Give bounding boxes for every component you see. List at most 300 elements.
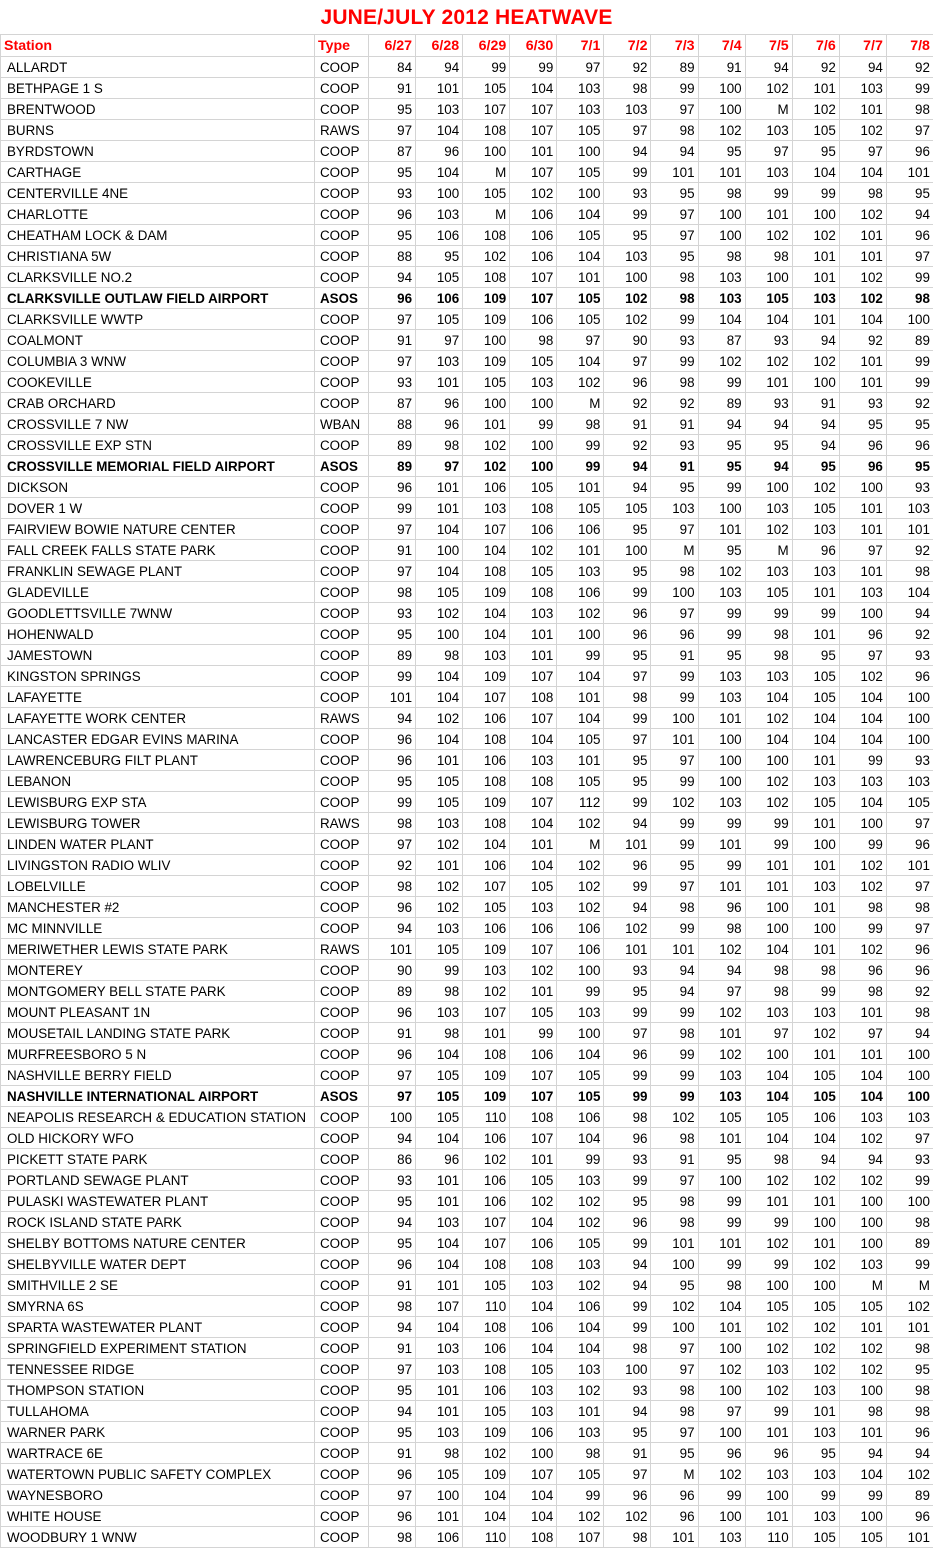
- temperature-cell: 100: [698, 99, 745, 120]
- temperature-cell: 105: [557, 729, 604, 750]
- temperature-cell: 89: [369, 981, 416, 1002]
- temperature-cell: 94: [792, 330, 839, 351]
- temperature-cell: 101: [463, 414, 510, 435]
- temperature-cell: 97: [651, 204, 698, 225]
- temperature-cell: 103: [745, 162, 792, 183]
- table-row: [1, 771, 933, 792]
- table-row: [1, 624, 933, 645]
- temperature-cell: 96: [369, 750, 416, 771]
- temperature-cell: 97: [604, 1023, 651, 1044]
- temperature-cell: 95: [651, 1443, 698, 1464]
- temperature-cell: 99: [651, 351, 698, 372]
- temperature-cell: 94: [604, 1275, 651, 1296]
- temperature-cell: 95: [369, 1422, 416, 1443]
- temperature-cell: 102: [604, 288, 651, 309]
- temperature-cell: 103: [416, 918, 463, 939]
- temperature-cell: 108: [463, 1317, 510, 1338]
- temperature-cell: 99: [745, 813, 792, 834]
- temperature-cell: 106: [557, 918, 604, 939]
- temperature-cell: 98: [886, 1338, 933, 1359]
- temperature-cell: 96: [604, 1212, 651, 1233]
- temperature-cell: 98: [416, 1023, 463, 1044]
- temperature-cell: 105: [745, 1107, 792, 1128]
- table-row: [1, 792, 933, 813]
- station-type-cell: COOP: [315, 435, 369, 456]
- temperature-cell: 108: [463, 267, 510, 288]
- temperature-cell: 97: [416, 456, 463, 477]
- temperature-cell: 98: [369, 813, 416, 834]
- station-type-cell: COOP: [315, 99, 369, 120]
- temperature-cell: 100: [745, 477, 792, 498]
- temperature-cell: 94: [369, 1212, 416, 1233]
- temperature-cell: 101: [698, 1317, 745, 1338]
- station-type-cell: COOP: [315, 1401, 369, 1422]
- temperature-cell: 99: [839, 918, 886, 939]
- temperature-cell: 102: [839, 855, 886, 876]
- temperature-cell: 99: [604, 162, 651, 183]
- temperature-cell: 99: [604, 1170, 651, 1191]
- station-name-cell: PORTLAND SEWAGE PLANT: [1, 1170, 315, 1191]
- table-row: [1, 1464, 933, 1485]
- station-name-cell: DOVER 1 W: [1, 498, 315, 519]
- station-type-cell: COOP: [315, 225, 369, 246]
- temperature-cell: 104: [416, 120, 463, 141]
- temperature-cell: 104: [510, 1338, 557, 1359]
- station-type-cell: RAWS: [315, 708, 369, 729]
- header-row: [1, 35, 933, 57]
- temperature-cell: 103: [839, 1254, 886, 1275]
- station-name-cell: ALLARDT: [1, 57, 315, 78]
- temperature-cell: 107: [510, 792, 557, 813]
- temperature-cell: 99: [651, 687, 698, 708]
- station-type-cell: COOP: [315, 1254, 369, 1275]
- temperature-cell: 94: [604, 813, 651, 834]
- table-row: [1, 1002, 933, 1023]
- temperature-cell: 96: [886, 666, 933, 687]
- temperature-cell: 96: [839, 456, 886, 477]
- temperature-cell: 98: [886, 1380, 933, 1401]
- temperature-cell: 105: [557, 1065, 604, 1086]
- temperature-cell: 100: [557, 183, 604, 204]
- temperature-cell: 101: [745, 372, 792, 393]
- station-name-cell: LANCASTER EDGAR EVINS MARINA: [1, 729, 315, 750]
- table-row: [1, 1443, 933, 1464]
- temperature-cell: 109: [463, 1086, 510, 1107]
- table-row: [1, 1527, 933, 1548]
- station-type-cell: COOP: [315, 519, 369, 540]
- temperature-cell: 105: [557, 1086, 604, 1107]
- temperature-cell: 98: [651, 288, 698, 309]
- temperature-cell: 102: [698, 1002, 745, 1023]
- table-row: [1, 1317, 933, 1338]
- temperature-cell: 105: [510, 1002, 557, 1023]
- temperature-cell: 107: [510, 99, 557, 120]
- table-row: [1, 267, 933, 288]
- temperature-cell: 101: [698, 162, 745, 183]
- temperature-cell: 101: [792, 750, 839, 771]
- temperature-cell: 107: [463, 1002, 510, 1023]
- temperature-cell: 100: [839, 813, 886, 834]
- temperature-cell: 98: [698, 246, 745, 267]
- temperature-cell: 108: [463, 1359, 510, 1380]
- temperature-cell: 106: [463, 477, 510, 498]
- temperature-cell: 105: [557, 120, 604, 141]
- temperature-cell: 104: [416, 561, 463, 582]
- temperature-cell: 97: [604, 351, 651, 372]
- temperature-cell: 95: [369, 1233, 416, 1254]
- temperature-cell: 108: [510, 498, 557, 519]
- temperature-cell: 101: [416, 750, 463, 771]
- temperature-cell: 108: [463, 771, 510, 792]
- table-row: [1, 1401, 933, 1422]
- temperature-cell: 99: [604, 1086, 651, 1107]
- temperature-cell: 92: [604, 435, 651, 456]
- temperature-cell: 105: [604, 498, 651, 519]
- temperature-cell: 100: [745, 267, 792, 288]
- temperature-cell: 97: [651, 876, 698, 897]
- temperature-cell: 102: [557, 603, 604, 624]
- temperature-cell: 102: [604, 1506, 651, 1527]
- temperature-cell: 105: [557, 309, 604, 330]
- temperature-cell: 103: [416, 1359, 463, 1380]
- temperature-cell: 97: [369, 120, 416, 141]
- temperature-cell: 104: [463, 834, 510, 855]
- temperature-cell: 95: [792, 141, 839, 162]
- temperature-cell: 92: [886, 57, 933, 78]
- station-name-cell: NASHVILLE BERRY FIELD: [1, 1065, 315, 1086]
- temperature-cell: 93: [604, 960, 651, 981]
- station-name-cell: SHELBY BOTTOMS NATURE CENTER: [1, 1233, 315, 1254]
- temperature-cell: 101: [839, 1002, 886, 1023]
- temperature-cell: 100: [745, 750, 792, 771]
- temperature-cell: 99: [792, 603, 839, 624]
- temperature-cell: 96: [651, 1506, 698, 1527]
- temperature-cell: 101: [651, 729, 698, 750]
- temperature-cell: 100: [886, 708, 933, 729]
- temperature-cell: 102: [745, 708, 792, 729]
- temperature-cell: 97: [651, 1170, 698, 1191]
- table-row: [1, 204, 933, 225]
- station-type-cell: COOP: [315, 960, 369, 981]
- temperature-cell: 103: [745, 561, 792, 582]
- temperature-cell: 102: [416, 897, 463, 918]
- temperature-cell: 98: [604, 1338, 651, 1359]
- temperature-cell: 102: [557, 1380, 604, 1401]
- table-row: [1, 225, 933, 246]
- temperature-cell: 100: [510, 435, 557, 456]
- temperature-cell: 99: [886, 372, 933, 393]
- temperature-cell: 105: [510, 1359, 557, 1380]
- temperature-cell: 105: [416, 771, 463, 792]
- temperature-cell: 96: [886, 1506, 933, 1527]
- temperature-cell: 104: [463, 1506, 510, 1527]
- temperature-cell: 99: [698, 1485, 745, 1506]
- temperature-cell: 102: [557, 372, 604, 393]
- temperature-cell: 99: [557, 981, 604, 1002]
- temperature-cell: 103: [698, 687, 745, 708]
- temperature-cell: 107: [463, 1212, 510, 1233]
- temperature-cell: 102: [792, 1023, 839, 1044]
- temperature-cell: 97: [745, 141, 792, 162]
- temperature-cell: 104: [510, 855, 557, 876]
- table-body: [1, 57, 933, 1548]
- temperature-cell: 101: [557, 267, 604, 288]
- temperature-cell: 103: [416, 1338, 463, 1359]
- station-type-cell: COOP: [315, 1506, 369, 1527]
- station-name-cell: WOODBURY 1 WNW: [1, 1527, 315, 1548]
- temperature-cell: 94: [369, 267, 416, 288]
- temperature-cell: 108: [463, 729, 510, 750]
- temperature-cell: 105: [416, 309, 463, 330]
- temperature-cell: 101: [698, 1233, 745, 1254]
- temperature-cell: 100: [698, 1338, 745, 1359]
- temperature-cell: 94: [651, 981, 698, 1002]
- temperature-cell: 104: [416, 687, 463, 708]
- temperature-cell: 99: [839, 750, 886, 771]
- temperature-cell: 105: [416, 1107, 463, 1128]
- station-name-cell: BETHPAGE 1 S: [1, 78, 315, 99]
- temperature-cell: 94: [839, 1443, 886, 1464]
- temperature-cell: 93: [604, 1149, 651, 1170]
- temperature-cell: 101: [416, 372, 463, 393]
- table-row: [1, 855, 933, 876]
- temperature-cell: 102: [557, 1275, 604, 1296]
- temperature-cell: 97: [839, 645, 886, 666]
- station-name-cell: CHEATHAM LOCK & DAM: [1, 225, 315, 246]
- table-row: [1, 1506, 933, 1527]
- temperature-cell: 108: [463, 225, 510, 246]
- temperature-cell: 93: [886, 477, 933, 498]
- temperature-cell: 98: [745, 960, 792, 981]
- temperature-cell: 104: [510, 1506, 557, 1527]
- temperature-cell: 90: [604, 330, 651, 351]
- temperature-cell: 94: [369, 1317, 416, 1338]
- station-type-cell: COOP: [315, 246, 369, 267]
- temperature-cell: 103: [557, 1002, 604, 1023]
- station-name-cell: SPRINGFIELD EXPERIMENT STATION: [1, 1338, 315, 1359]
- table-row: [1, 960, 933, 981]
- temperature-cell: 100: [698, 78, 745, 99]
- temperature-cell: 108: [510, 1107, 557, 1128]
- temperature-cell: 101: [792, 582, 839, 603]
- temperature-cell: 97: [604, 1464, 651, 1485]
- temperature-cell: 99: [651, 1086, 698, 1107]
- temperature-cell: 105: [792, 687, 839, 708]
- station-name-cell: LINDEN WATER PLANT: [1, 834, 315, 855]
- station-name-cell: CROSSVILLE EXP STN: [1, 435, 315, 456]
- temperature-cell: M: [463, 204, 510, 225]
- temperature-cell: 99: [557, 456, 604, 477]
- temperature-cell: 97: [557, 57, 604, 78]
- temperature-cell: 100: [463, 330, 510, 351]
- temperature-cell: 96: [369, 1254, 416, 1275]
- temperature-cell: 94: [745, 414, 792, 435]
- temperature-cell: 100: [604, 540, 651, 561]
- temperature-cell: 106: [510, 918, 557, 939]
- temperature-cell: 106: [510, 1422, 557, 1443]
- station-name-cell: LIVINGSTON RADIO WLIV: [1, 855, 315, 876]
- temperature-cell: 91: [369, 540, 416, 561]
- temperature-cell: 108: [510, 1254, 557, 1275]
- temperature-cell: 102: [510, 1191, 557, 1212]
- temperature-cell: 101: [510, 645, 557, 666]
- temperature-cell: 98: [745, 624, 792, 645]
- table-row: [1, 162, 933, 183]
- temperature-cell: 101: [792, 855, 839, 876]
- temperature-cell: 101: [745, 1191, 792, 1212]
- temperature-cell: 102: [792, 225, 839, 246]
- temperature-cell: 103: [698, 792, 745, 813]
- temperature-cell: 99: [604, 1065, 651, 1086]
- station-type-cell: COOP: [315, 981, 369, 1002]
- temperature-cell: 100: [886, 1065, 933, 1086]
- station-type-cell: COOP: [315, 1527, 369, 1548]
- temperature-cell: 103: [839, 582, 886, 603]
- temperature-cell: 101: [792, 813, 839, 834]
- temperature-cell: 93: [369, 603, 416, 624]
- temperature-cell: 109: [463, 288, 510, 309]
- station-name-cell: LEWISBURG EXP STA: [1, 792, 315, 813]
- temperature-cell: 108: [463, 561, 510, 582]
- station-type-cell: RAWS: [315, 120, 369, 141]
- temperature-cell: 110: [745, 1527, 792, 1548]
- station-type-cell: COOP: [315, 1380, 369, 1401]
- temperature-cell: 102: [557, 855, 604, 876]
- temperature-cell: 101: [557, 1401, 604, 1422]
- station-type-cell: RAWS: [315, 813, 369, 834]
- temperature-cell: 101: [416, 855, 463, 876]
- temperature-cell: 102: [557, 897, 604, 918]
- temperature-cell: 100: [416, 624, 463, 645]
- table-row: [1, 393, 933, 414]
- temperature-cell: 96: [604, 372, 651, 393]
- temperature-cell: 102: [745, 351, 792, 372]
- temperature-cell: 98: [651, 372, 698, 393]
- table-row: [1, 1191, 933, 1212]
- temperature-cell: 96: [369, 1002, 416, 1023]
- temperature-cell: 104: [839, 708, 886, 729]
- temperature-cell: 94: [369, 1128, 416, 1149]
- temperature-cell: 100: [886, 1191, 933, 1212]
- station-type-cell: ASOS: [315, 288, 369, 309]
- temperature-cell: 104: [745, 309, 792, 330]
- temperature-cell: 106: [463, 750, 510, 771]
- temperature-cell: 95: [604, 1422, 651, 1443]
- temperature-cell: 92: [369, 855, 416, 876]
- temperature-cell: 97: [604, 666, 651, 687]
- temperature-cell: 87: [698, 330, 745, 351]
- temperature-cell: 95: [604, 519, 651, 540]
- temperature-cell: 104: [510, 813, 557, 834]
- temperature-cell: 88: [369, 246, 416, 267]
- temperature-cell: 98: [369, 876, 416, 897]
- temperature-cell: 95: [886, 456, 933, 477]
- table-row: [1, 309, 933, 330]
- temperature-cell: 102: [745, 792, 792, 813]
- temperature-cell: 105: [557, 1464, 604, 1485]
- temperature-cell: 107: [463, 519, 510, 540]
- temperature-cell: 102: [463, 981, 510, 1002]
- temperature-cell: 101: [792, 939, 839, 960]
- table-row: [1, 1338, 933, 1359]
- temperature-cell: 98: [886, 561, 933, 582]
- temperature-cell: 103: [745, 1002, 792, 1023]
- station-type-cell: COOP: [315, 162, 369, 183]
- temperature-cell: 103: [792, 1506, 839, 1527]
- temperature-cell: 97: [369, 309, 416, 330]
- temperature-cell: 97: [698, 1401, 745, 1422]
- temperature-cell: 103: [745, 498, 792, 519]
- temperature-cell: 91: [651, 414, 698, 435]
- temperature-cell: 105: [792, 792, 839, 813]
- station-type-cell: COOP: [315, 1443, 369, 1464]
- station-type-cell: COOP: [315, 729, 369, 750]
- temperature-cell: 101: [839, 372, 886, 393]
- temperature-cell: 96: [886, 939, 933, 960]
- temperature-cell: 87: [369, 141, 416, 162]
- temperature-cell: 105: [557, 498, 604, 519]
- station-name-cell: MERIWETHER LEWIS STATE PARK: [1, 939, 315, 960]
- temperature-cell: 104: [698, 309, 745, 330]
- temperature-cell: 103: [792, 1464, 839, 1485]
- temperature-cell: 91: [651, 1149, 698, 1170]
- temperature-cell: 101: [604, 939, 651, 960]
- temperature-cell: 104: [416, 519, 463, 540]
- column-header-date: 6/28: [416, 35, 463, 57]
- station-name-cell: GLADEVILLE: [1, 582, 315, 603]
- temperature-cell: 100: [651, 1254, 698, 1275]
- temperature-cell: 102: [463, 435, 510, 456]
- temperature-cell: 102: [839, 1128, 886, 1149]
- temperature-cell: 99: [651, 918, 698, 939]
- temperature-cell: 103: [886, 771, 933, 792]
- temperature-cell: 100: [745, 918, 792, 939]
- temperature-cell: 102: [745, 1380, 792, 1401]
- temperature-cell: 101: [839, 561, 886, 582]
- temperature-cell: 98: [886, 99, 933, 120]
- temperature-cell: 91: [651, 456, 698, 477]
- temperature-cell: 90: [369, 960, 416, 981]
- temperature-cell: 107: [510, 708, 557, 729]
- temperature-cell: 102: [792, 1338, 839, 1359]
- temperature-cell: 93: [604, 1380, 651, 1401]
- temperature-cell: 110: [463, 1527, 510, 1548]
- temperature-cell: 93: [839, 393, 886, 414]
- temperature-cell: 94: [369, 918, 416, 939]
- temperature-cell: 107: [510, 120, 557, 141]
- table-row: [1, 183, 933, 204]
- temperature-cell: 105: [557, 771, 604, 792]
- temperature-cell: 102: [792, 477, 839, 498]
- temperature-cell: 103: [416, 813, 463, 834]
- temperature-cell: 99: [886, 267, 933, 288]
- table-row: [1, 981, 933, 1002]
- temperature-cell: 105: [510, 477, 557, 498]
- table-row: [1, 1128, 933, 1149]
- temperature-cell: 105: [463, 1275, 510, 1296]
- temperature-cell: 96: [604, 1044, 651, 1065]
- temperature-cell: 101: [745, 876, 792, 897]
- temperature-cell: 102: [651, 792, 698, 813]
- station-type-cell: COOP: [315, 1191, 369, 1212]
- temperature-cell: 104: [416, 729, 463, 750]
- temperature-cell: 102: [557, 1212, 604, 1233]
- temperature-cell: 105: [557, 162, 604, 183]
- temperature-cell: 94: [886, 603, 933, 624]
- temperature-cell: 103: [557, 78, 604, 99]
- table-row: [1, 1422, 933, 1443]
- temperature-cell: 101: [839, 519, 886, 540]
